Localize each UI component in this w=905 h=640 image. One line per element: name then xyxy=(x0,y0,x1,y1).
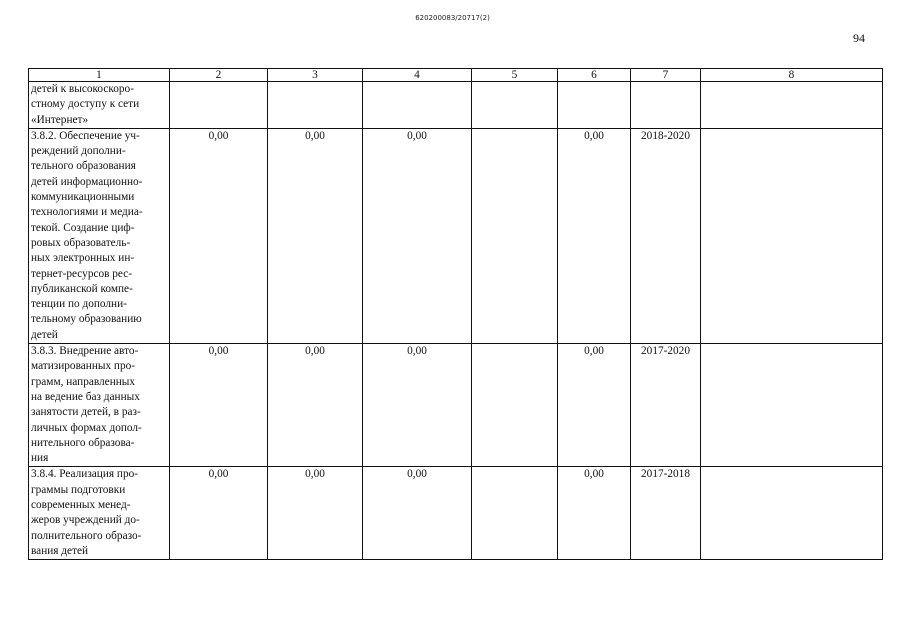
description-line: стному доступу к сети xyxy=(31,98,140,111)
description-line: коммуникационными xyxy=(31,191,135,204)
cell-col4: 0,00 xyxy=(363,467,472,560)
table-row xyxy=(29,82,883,129)
row-description xyxy=(29,128,170,343)
cell-col5 xyxy=(472,344,558,467)
description-line: «Интернет» xyxy=(31,113,89,126)
description-line: детей информационно- xyxy=(31,175,143,188)
description-line: нительного образова- xyxy=(31,436,135,449)
cell-col6 xyxy=(558,82,631,129)
cell-col5 xyxy=(472,82,558,129)
cell-col8 xyxy=(701,128,883,343)
column-header: 6 xyxy=(558,69,631,82)
description-line: 3.8.4. Реализация про- xyxy=(31,468,139,481)
description-line: публиканской компе- xyxy=(31,282,133,295)
column-header: 2 xyxy=(170,69,268,82)
description-line: ровых образователь- xyxy=(31,236,131,249)
row-description xyxy=(29,82,170,129)
table-row xyxy=(29,467,883,560)
column-header: 7 xyxy=(631,69,701,82)
description-line: текой. Создание циф- xyxy=(31,221,135,234)
description-line: 3.8.3. Внедрение авто- xyxy=(31,345,139,358)
cell-period xyxy=(631,82,701,129)
description-line: на ведение баз данных xyxy=(31,390,140,403)
cell-col8 xyxy=(701,344,883,467)
cell-col2: 0,00 xyxy=(170,467,268,560)
cell-col6: 0,00 xyxy=(558,128,631,343)
description-line: граммы подготовки xyxy=(31,483,126,496)
description-line: тернет-ресурсов рес- xyxy=(31,267,133,280)
cell-col3: 0,00 xyxy=(268,467,363,560)
description-line: современных менед- xyxy=(31,499,131,512)
cell-col2 xyxy=(170,82,268,129)
column-header: 1 xyxy=(29,69,170,82)
description-line: детей xyxy=(31,328,58,341)
description-line: технологиями и медиа- xyxy=(31,206,143,219)
description-line: занятости детей, в раз- xyxy=(31,406,141,419)
row-description xyxy=(29,467,170,560)
description-line: ния xyxy=(31,452,49,465)
description-line: 3.8.2. Обеспечение уч- xyxy=(31,129,140,142)
cell-col2: 0,00 xyxy=(170,344,268,467)
description-line: грамм, направленных xyxy=(31,375,136,388)
program-table xyxy=(28,68,883,560)
description-line: ных электронных ин- xyxy=(31,252,135,265)
row-description xyxy=(29,344,170,467)
cell-col4: 0,00 xyxy=(363,128,472,343)
cell-period: 2018-2020 xyxy=(631,128,701,343)
cell-col2: 0,00 xyxy=(170,128,268,343)
table-row xyxy=(29,128,883,343)
description-line: тенции по дополни- xyxy=(31,298,127,311)
description-line: полнительного образо- xyxy=(31,529,142,542)
cell-col5 xyxy=(472,128,558,343)
description-line: детей к высокоскоро- xyxy=(31,83,134,95)
description-line: реждений дополни- xyxy=(31,145,126,158)
column-header: 3 xyxy=(268,69,363,82)
description-line: личных формах допол- xyxy=(31,421,142,434)
description-line: вания детей xyxy=(31,544,89,557)
cell-period: 2017-2020 xyxy=(631,344,701,467)
cell-col3: 0,00 xyxy=(268,128,363,343)
column-header: 5 xyxy=(472,69,558,82)
cell-col6: 0,00 xyxy=(558,467,631,560)
cell-col8 xyxy=(701,82,883,129)
description-line: тельного образования xyxy=(31,160,136,173)
cell-col3: 0,00 xyxy=(268,344,363,467)
header-row xyxy=(29,69,883,82)
description-line: тельному образованию xyxy=(31,313,142,326)
column-header: 8 xyxy=(701,69,883,82)
cell-col8 xyxy=(701,467,883,560)
table-row xyxy=(29,344,883,467)
page-number: 94 xyxy=(853,31,865,45)
column-header: 4 xyxy=(363,69,472,82)
cell-period: 2017-2018 xyxy=(631,467,701,560)
description-line: матизированных про- xyxy=(31,360,136,373)
cell-col4: 0,00 xyxy=(363,344,472,467)
cell-col5 xyxy=(472,467,558,560)
document-code: 620200083/20717(2) xyxy=(415,14,490,22)
cell-col3 xyxy=(268,82,363,129)
description-line: жеров учреждений до- xyxy=(31,514,140,527)
cell-col6: 0,00 xyxy=(558,344,631,467)
cell-col4 xyxy=(363,82,472,129)
